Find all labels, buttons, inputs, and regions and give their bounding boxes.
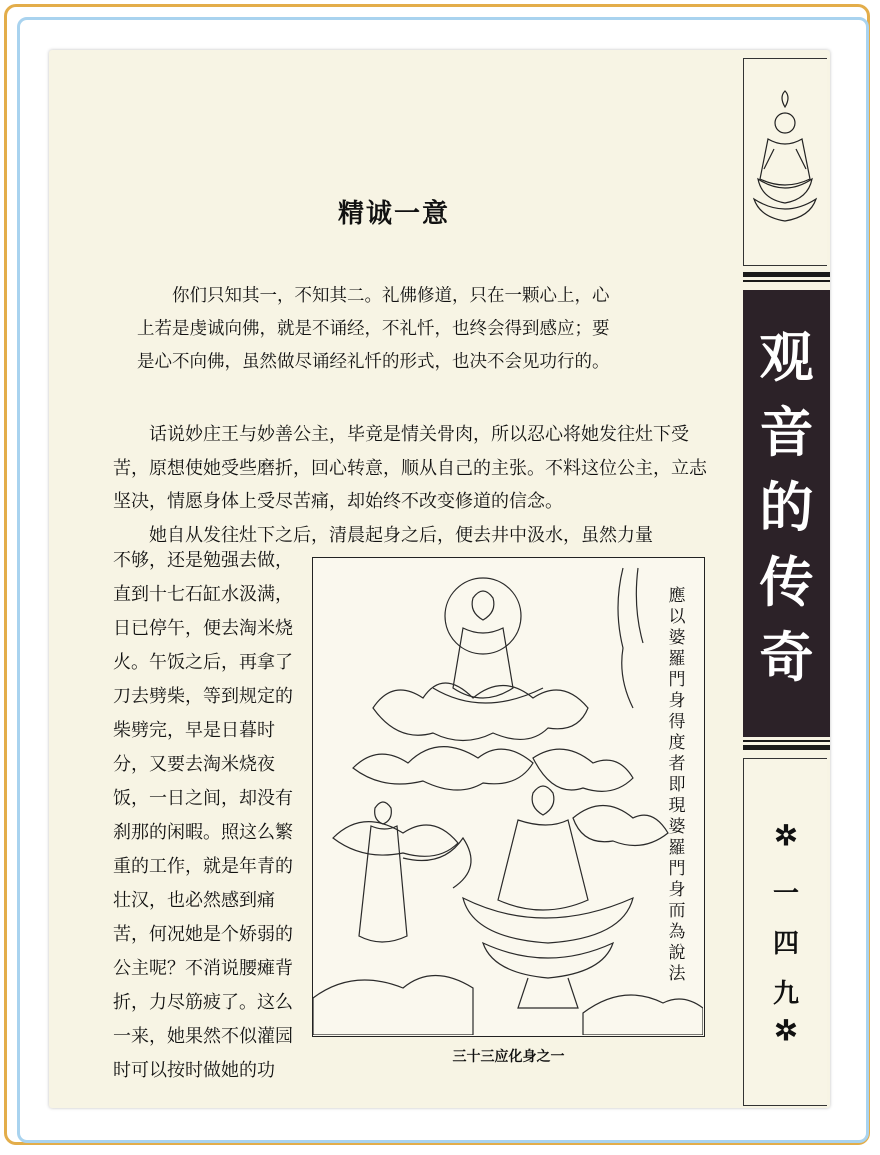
seated-figure-head bbox=[532, 786, 554, 815]
book-page bbox=[49, 50, 830, 1108]
intro-line: 上若是虔诚向佛，就是不诵经，不礼忏，也终会得到感应；要 bbox=[137, 319, 610, 339]
text-line: 壮汉，也必然感到痛 bbox=[113, 890, 275, 911]
body-text bbox=[113, 418, 709, 552]
lotus-throne bbox=[463, 898, 633, 943]
side-emblem-panel bbox=[743, 58, 827, 266]
text-line: 直到十七石缸水汲满， bbox=[113, 584, 293, 605]
text-line: 苦，何况她是个娇弱的 bbox=[113, 924, 293, 945]
paragraph: 她自从发往灶下之后，清晨起身之后，便去井中汲水，虽然力量 bbox=[149, 524, 653, 546]
text-line: 公主呢？不消说腰瘫背 bbox=[113, 958, 293, 979]
illustration-caption: 三十三应化身之一 bbox=[452, 1049, 565, 1065]
page-number-panel bbox=[743, 758, 827, 1106]
intro-verse bbox=[137, 280, 677, 379]
seated-figure-robe bbox=[498, 820, 588, 910]
text-line: 饭，一日之间，却没有 bbox=[113, 788, 293, 809]
guanyin-illustration bbox=[312, 557, 705, 1037]
flower-ornament-icon: ✲ bbox=[774, 1014, 798, 1047]
side-title-panel bbox=[743, 290, 830, 737]
intro-line: 你们只知其一，不知其二。礼佛修道，只在一颗心上，心 bbox=[172, 286, 610, 306]
text-line: 火。午饭之后，再拿了 bbox=[113, 652, 293, 673]
wrapped-text-column bbox=[113, 544, 309, 1088]
text-line: 折，力尽筋疲了。这么 bbox=[113, 992, 293, 1013]
halo-shape bbox=[445, 578, 521, 654]
text-line: 分，又要去淘米烧夜 bbox=[113, 754, 275, 775]
side-rule bbox=[743, 280, 830, 282]
intro-line: 是心不向佛，虽然做尽诵经礼忏的形式，也决不会见功行的。 bbox=[137, 352, 610, 372]
text-line: 日已停午，便去淘米烧 bbox=[113, 618, 293, 639]
text-line: 刀去劈柴，等到规定的 bbox=[113, 686, 293, 707]
text-line: 时可以按时做她的功 bbox=[113, 1060, 275, 1081]
text-line: 一来，她果然不似灌园 bbox=[113, 1026, 293, 1047]
text-line: 柴劈完，早是日暮时 bbox=[113, 720, 275, 741]
rock-shape bbox=[313, 976, 473, 1036]
text-line: 不够，还是勉强去做， bbox=[113, 550, 293, 571]
attendant-robe bbox=[359, 826, 407, 942]
text-line: 重的工作，就是年青的 bbox=[113, 856, 293, 877]
page-number bbox=[744, 869, 828, 1019]
side-rule bbox=[743, 272, 830, 277]
chapter-title: 精诚一意 bbox=[337, 199, 450, 229]
side-rule bbox=[743, 740, 830, 742]
bodhisattva-head bbox=[472, 591, 494, 620]
cloud-shape bbox=[373, 683, 588, 741]
page-number-text: 一四九 bbox=[772, 879, 799, 1009]
attendant-head bbox=[375, 802, 392, 824]
paragraph: 话说妙庄王与妙善公主，毕竟是情关骨肉，所以忍心将她发往灶下受苦，原想使她受些磨折，回心转意，顺从自己的主张。不料这位公主，立志坚决，情愿身体上受尽苦痛，却始终不改变修道的信念。 bbox=[113, 424, 707, 512]
vertical-inscription: 應以婆羅門身得度者即現婆羅門身而為說法 bbox=[668, 586, 686, 984]
bodhisattva-robe bbox=[453, 628, 513, 698]
guanyin-emblem-icon bbox=[744, 59, 826, 264]
flower-ornament-icon: ✲ bbox=[774, 819, 798, 852]
side-rule bbox=[743, 745, 830, 750]
text-line: 刹那的闲暇。照这么繁 bbox=[113, 822, 293, 843]
line-drawing bbox=[313, 558, 703, 1035]
book-title: 观音的传奇 bbox=[759, 325, 814, 689]
